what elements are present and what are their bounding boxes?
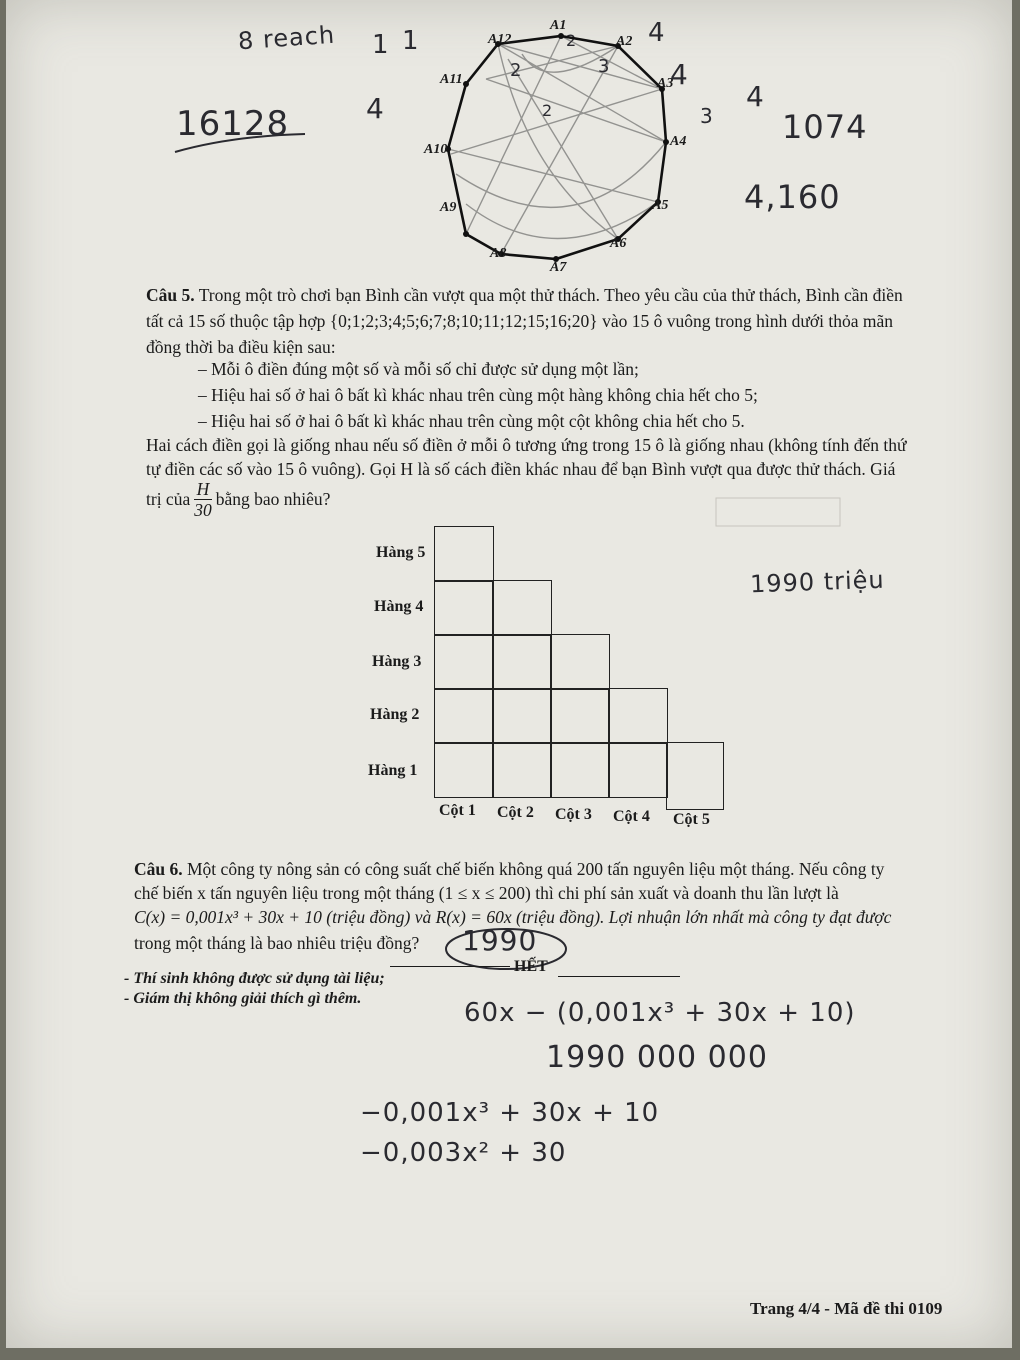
grid-cell[interactable]	[550, 742, 610, 798]
grid-cell[interactable]	[666, 742, 724, 810]
row-label: Hàng 4	[374, 598, 424, 615]
vertex-label: A1	[550, 18, 567, 33]
vertex-label: A10	[424, 142, 448, 157]
q6-line3: C(x) = 0,001x³ + 30x + 10 (triệu đồng) và R(x) = 60x (triệu đồng). Lợi nhuận lớn nhất mà công ty đạt được	[134, 907, 892, 927]
handwritten-mark: 4	[670, 58, 689, 91]
grid-cell[interactable]	[434, 742, 494, 798]
grid-cell[interactable]	[608, 688, 668, 744]
vertex-label: A3	[657, 76, 674, 91]
grid-cell[interactable]	[434, 526, 494, 582]
grid-cell[interactable]	[492, 742, 552, 798]
grid-cell[interactable]	[608, 742, 668, 798]
q5-line5: tự điền các số vào 15 ô vuông). Gọi H là số cách điền khác nhau để bạn Bình vượt qua được thử thách. Giá	[146, 459, 896, 479]
q5-condition-2: – Hiệu hai số ở hai ô bất kì khác nhau trên cùng một hàng không chia hết cho 5;	[198, 385, 758, 405]
q5-line3: đồng thời ba điều kiện sau:	[146, 337, 336, 357]
vertex-label: A2	[616, 34, 633, 49]
column-label: Cột 2	[497, 804, 534, 821]
q5-title: Câu 5.	[146, 285, 195, 305]
q5-line1	[146, 282, 996, 308]
handwritten-mark: 4	[648, 18, 666, 48]
fraction-denominator: 30	[194, 499, 212, 520]
grid-cell[interactable]	[434, 580, 494, 636]
handwritten-mark: 4	[366, 92, 385, 125]
dodecagon-outline	[448, 36, 669, 259]
handwritten-work: −0,003x² + 30	[360, 1138, 567, 1168]
vertex-label: A9	[440, 200, 457, 215]
column-label: Cột 1	[439, 802, 476, 819]
row-label: Hàng 3	[372, 653, 422, 670]
q5-line2: tất cả 15 số thuộc tập hợp {0;1;2;3;4;5;6;7;8;10;11;12;15;16;20} vào 15 ô vuông trong hình dưới thỏa mãn	[146, 311, 893, 331]
q5-line6	[146, 476, 330, 522]
divider	[558, 976, 680, 977]
handwritten-underline	[171, 128, 311, 158]
handwritten-answer: 1990 triệu	[749, 565, 886, 599]
grid-cell[interactable]	[434, 688, 494, 744]
grid-cell[interactable]	[492, 580, 552, 636]
handwritten-mark: 4	[746, 80, 765, 113]
handwritten-number: 1074	[782, 108, 868, 146]
handwritten-answer: 1990	[462, 924, 538, 957]
handwritten-mark: 3	[700, 104, 714, 128]
vertex-label: A11	[440, 72, 463, 87]
fraction	[194, 479, 212, 520]
dodecagon-figure	[426, 24, 686, 280]
handwritten-mark: 1	[372, 30, 390, 60]
fraction-numerator: H	[194, 479, 212, 500]
handwritten-number: 16128	[176, 104, 290, 144]
column-label: Cột 3	[555, 806, 592, 823]
handwritten-note: 8 reach	[237, 20, 336, 56]
bleed-through-table	[714, 496, 844, 530]
q6-line4: trong một tháng là bao nhiêu triệu đồng?	[134, 933, 420, 953]
grid-cell[interactable]	[550, 688, 610, 744]
grid-cell[interactable]	[550, 634, 610, 690]
grid-cell[interactable]	[492, 688, 552, 744]
note: - Giám thị không giải thích gì thêm.	[124, 990, 362, 1007]
column-label: Cột 5	[673, 811, 710, 828]
handwritten-work: −0,001x³ + 30x + 10	[360, 1098, 660, 1128]
vertex-label: A8	[490, 246, 507, 261]
handwritten-mark: 1	[402, 26, 420, 56]
vertex-label: A4	[670, 134, 687, 149]
row-label: Hàng 5	[376, 544, 426, 561]
handwritten-number: 4,160	[744, 178, 841, 216]
row-label: Hàng 2	[370, 706, 420, 723]
q5-text: bằng bao nhiêu?	[215, 489, 331, 509]
end-mark: HẾT	[514, 958, 548, 975]
vertex-label: A7	[550, 260, 567, 275]
handwritten-work: 60x − (0,001x³ + 30x + 10)	[464, 998, 856, 1028]
grid-cell[interactable]	[492, 634, 552, 690]
handwritten-work: 1990 000 000	[546, 1040, 768, 1075]
row-label: Hàng 1	[368, 762, 418, 779]
bleed-through-text	[911, 30, 915, 47]
handwritten-mark: 3	[598, 56, 610, 77]
q5-condition-1: – Mỗi ô điền đúng một số và mỗi số chỉ được sử dụng một lần;	[198, 359, 639, 379]
note: - Thí sinh không được sử dụng tài liệu;	[124, 970, 385, 987]
exam-page	[6, 0, 1012, 1348]
vertex-label: A12	[488, 32, 512, 47]
divider	[390, 966, 510, 967]
q5-line4: Hai cách điền gọi là giống nhau nếu số điền ở mỗi ô tương ứng trong 15 ô là giống nhau (không tính đến thứ	[146, 435, 907, 455]
grid-cell[interactable]	[434, 634, 494, 690]
q5-text: trị của	[146, 489, 191, 509]
vertex-label: A5	[652, 198, 669, 213]
column-label: Cột 4	[613, 808, 650, 825]
handwritten-mark: 2	[542, 101, 553, 120]
q6-line1	[134, 856, 994, 882]
q6-title: Câu 6.	[134, 859, 183, 879]
handwritten-mark: 2	[510, 60, 522, 81]
q6-line2: chế biến x tấn nguyên liệu trong một tháng (1 ≤ x ≤ 200) thì chi phí sản xuất và doanh thu lần lượt là	[134, 883, 839, 903]
q5-condition-3: – Hiệu hai số ở hai ô bất kì khác nhau trên cùng một cột không chia hết cho 5.	[198, 411, 745, 431]
q6-text: Một công ty nông sản có công suất chế biến không quá 200 tấn nguyên liệu một tháng. Nếu công ty	[187, 859, 885, 879]
q5-text: Trong một trò chơi bạn Bình cần vượt qua một thử thách. Theo yêu cầu của thử thách, Bình cần điền	[198, 285, 903, 305]
pencil-chords	[448, 36, 669, 254]
handwritten-mark: 2	[566, 31, 577, 50]
vertex-label: A6	[610, 236, 627, 251]
page-footer: Trang 4/4 - Mã đề thi 0109	[750, 1299, 943, 1318]
